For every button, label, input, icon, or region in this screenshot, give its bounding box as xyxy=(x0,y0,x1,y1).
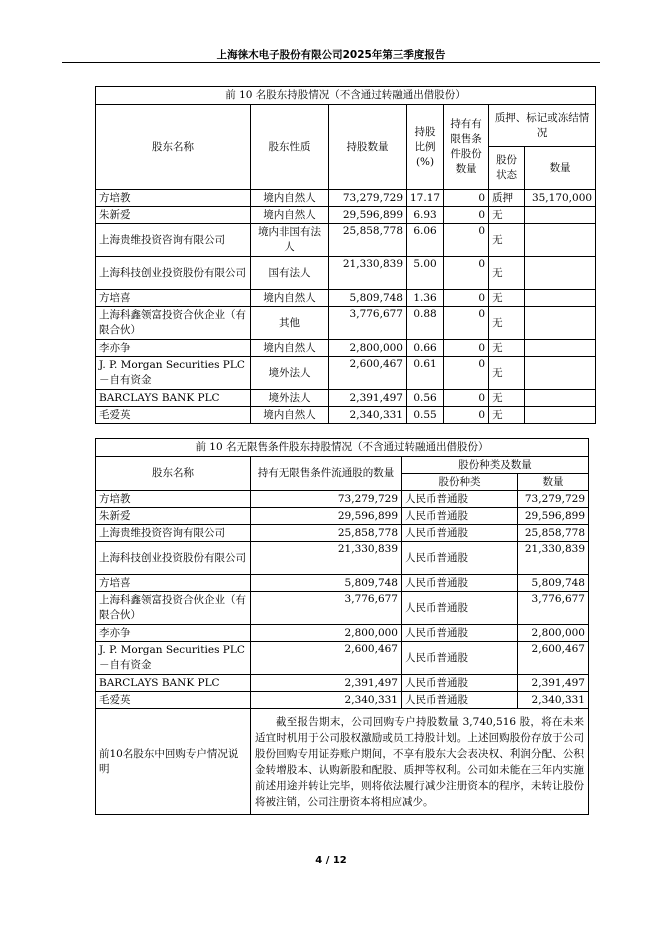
table-title: 前 10 名无限售条件股东持股情况（不含通过转融通出借股份） xyxy=(96,439,589,457)
table-row xyxy=(96,592,589,625)
shareholding-qty: 25,858,778 xyxy=(329,224,407,257)
shareholding-ratio: 1.36 xyxy=(407,290,444,307)
shareholder-nature: 境内自然人 xyxy=(251,190,329,207)
restricted-qty: 0 xyxy=(444,224,489,257)
header-kind-type: 股份种类 xyxy=(402,474,518,491)
table-title: 前 10 名股东持股情况（不含通过转融通出借股份） xyxy=(96,87,596,105)
shareholding-ratio: 6.06 xyxy=(407,224,444,257)
restricted-qty: 0 xyxy=(444,290,489,307)
table-row xyxy=(96,190,596,207)
top10-shareholders-table xyxy=(95,86,596,424)
restricted-qty: 0 xyxy=(444,190,489,207)
header-pledge-qty: 数量 xyxy=(525,147,596,190)
shareholding-ratio: 17.17 xyxy=(407,190,444,207)
header-row xyxy=(96,457,589,474)
table-row xyxy=(96,257,596,290)
shareholder-name: 方培喜 xyxy=(96,575,251,592)
shareholding-qty: 73,279,729 xyxy=(329,190,407,207)
pledge-status: 无 xyxy=(489,390,525,407)
pledge-qty xyxy=(525,207,596,224)
shareholder-name: 毛爱英 xyxy=(96,407,251,424)
share-type: 人民币普通股 xyxy=(402,675,518,692)
shareholding-qty: 3,776,677 xyxy=(329,307,407,340)
restricted-qty: 0 xyxy=(444,307,489,340)
top10-unrestricted-table xyxy=(95,438,589,815)
pledge-status: 无 xyxy=(489,224,525,257)
shareholder-name: 上海贵维投资咨询有限公司 xyxy=(96,525,251,542)
table-row xyxy=(96,542,589,575)
pledge-status: 质押 xyxy=(489,190,525,207)
share-type: 人民币普通股 xyxy=(402,525,518,542)
table-title-row xyxy=(96,87,596,105)
header-kind-qty: 数量 xyxy=(518,474,589,491)
pledge-qty: 35,170,000 xyxy=(525,190,596,207)
unrestricted-qty: 5,809,748 xyxy=(251,575,402,592)
table-row xyxy=(96,675,589,692)
shareholding-qty: 2,600,467 xyxy=(329,357,407,390)
pledge-qty xyxy=(525,307,596,340)
buyback-note-label: 前10名股东中回购专户情况说明 xyxy=(96,709,251,815)
shareholding-qty: 2,340,331 xyxy=(329,407,407,424)
shareholder-nature: 国有法人 xyxy=(251,257,329,290)
pledge-qty xyxy=(525,224,596,257)
table-row xyxy=(96,290,596,307)
shareholder-name: 上海科鑫领富投资合伙企业（有限合伙） xyxy=(96,592,251,625)
shareholder-name: 上海贵维投资咨询有限公司 xyxy=(96,224,251,257)
share-type: 人民币普通股 xyxy=(402,642,518,675)
table-row xyxy=(96,357,596,390)
shareholder-name: 上海科技创业投资股份有限公司 xyxy=(96,257,251,290)
pledge-status: 无 xyxy=(489,407,525,424)
pledge-qty xyxy=(525,407,596,424)
shareholding-qty: 2,800,000 xyxy=(329,340,407,357)
table-title-row xyxy=(96,439,589,457)
header-name: 股东名称 xyxy=(96,457,251,491)
pledge-qty xyxy=(525,390,596,407)
shareholding-ratio: 0.55 xyxy=(407,407,444,424)
share-type-qty: 2,800,000 xyxy=(518,625,589,642)
restricted-qty: 0 xyxy=(444,340,489,357)
table-row xyxy=(96,642,589,675)
shareholder-nature: 境内自然人 xyxy=(251,290,329,307)
share-type: 人民币普通股 xyxy=(402,625,518,642)
page-number: 4 / 12 xyxy=(315,855,347,866)
shareholding-ratio: 0.61 xyxy=(407,357,444,390)
shareholder-name: 朱新爱 xyxy=(96,207,251,224)
table-row xyxy=(96,340,596,357)
shareholder-name: 李亦争 xyxy=(96,625,251,642)
shareholder-name: 方培喜 xyxy=(96,290,251,307)
header-pledge-status: 股份状态 xyxy=(489,147,525,190)
header-row xyxy=(96,105,596,147)
unrestricted-qty: 3,776,677 xyxy=(251,592,402,625)
restricted-qty: 0 xyxy=(444,390,489,407)
table-row xyxy=(96,224,596,257)
header-kind: 股份种类及数量 xyxy=(402,457,589,474)
shareholder-name: J. P. Morgan Securities PLC－自有资金 xyxy=(96,642,251,675)
shareholder-name: 方培教 xyxy=(96,190,251,207)
restricted-qty: 0 xyxy=(444,407,489,424)
unrestricted-qty: 2,800,000 xyxy=(251,625,402,642)
shareholding-ratio: 0.88 xyxy=(407,307,444,340)
shareholding-qty: 21,330,839 xyxy=(329,257,407,290)
pledge-status: 无 xyxy=(489,357,525,390)
note-row xyxy=(96,709,589,815)
restricted-qty: 0 xyxy=(444,207,489,224)
share-type: 人民币普通股 xyxy=(402,491,518,508)
shareholder-nature: 境内自然人 xyxy=(251,340,329,357)
header-name: 股东名称 xyxy=(96,105,251,190)
header-rule xyxy=(62,62,600,63)
restricted-qty: 0 xyxy=(444,357,489,390)
shareholder-nature: 境内自然人 xyxy=(251,207,329,224)
share-type-qty: 21,330,839 xyxy=(518,542,589,575)
share-type-qty: 3,776,677 xyxy=(518,592,589,625)
table-row xyxy=(96,508,589,525)
shareholder-name: 毛爱英 xyxy=(96,692,251,709)
unrestricted-qty: 2,600,467 xyxy=(251,642,402,675)
header-qty: 持股数量 xyxy=(329,105,407,190)
pledge-status: 无 xyxy=(489,340,525,357)
table-row xyxy=(96,390,596,407)
shareholder-name: J. P. Morgan Securities PLC－自有资金 xyxy=(96,357,251,390)
shareholder-nature: 境外法人 xyxy=(251,390,329,407)
header-qty: 持有无限售条件流通股的数量 xyxy=(251,457,402,491)
shareholder-name: 上海科鑫领富投资合伙企业（有限合伙） xyxy=(96,307,251,340)
table-row xyxy=(96,491,589,508)
shareholder-name: 上海科技创业投资股份有限公司 xyxy=(96,542,251,575)
shareholding-ratio: 0.56 xyxy=(407,390,444,407)
share-type: 人民币普通股 xyxy=(402,508,518,525)
table-row xyxy=(96,692,589,709)
header-restricted: 持有有限售条件股份数量 xyxy=(444,105,489,190)
header-pledge: 质押、标记或冻结情况 xyxy=(489,105,596,147)
unrestricted-qty: 73,279,729 xyxy=(251,491,402,508)
shareholding-qty: 5,809,748 xyxy=(329,290,407,307)
pledge-qty xyxy=(525,290,596,307)
shareholder-name: 李亦争 xyxy=(96,340,251,357)
pledge-qty xyxy=(525,357,596,390)
shareholder-name: BARCLAYS BANK PLC xyxy=(96,675,251,692)
table-row xyxy=(96,625,589,642)
header-nature: 股东性质 xyxy=(251,105,329,190)
pledge-qty xyxy=(525,257,596,290)
share-type: 人民币普通股 xyxy=(402,692,518,709)
share-type: 人民币普通股 xyxy=(402,592,518,625)
share-type: 人民币普通股 xyxy=(402,575,518,592)
share-type-qty: 2,340,331 xyxy=(518,692,589,709)
pledge-status: 无 xyxy=(489,257,525,290)
unrestricted-qty: 2,340,331 xyxy=(251,692,402,709)
pledge-status: 无 xyxy=(489,290,525,307)
share-type-qty: 5,809,748 xyxy=(518,575,589,592)
shareholding-ratio: 0.66 xyxy=(407,340,444,357)
table-row xyxy=(96,307,596,340)
share-type-qty: 2,391,497 xyxy=(518,675,589,692)
shareholder-name: 朱新爱 xyxy=(96,508,251,525)
header-ratio: 持股比例(%) xyxy=(407,105,444,190)
shareholding-qty: 29,596,899 xyxy=(329,207,407,224)
shareholder-nature: 境内自然人 xyxy=(251,407,329,424)
share-type-qty: 2,600,467 xyxy=(518,642,589,675)
shareholder-nature: 其他 xyxy=(251,307,329,340)
shareholding-ratio: 6.93 xyxy=(407,207,444,224)
shareholder-name: BARCLAYS BANK PLC xyxy=(96,390,251,407)
share-type-qty: 29,596,899 xyxy=(518,508,589,525)
pledge-status: 无 xyxy=(489,207,525,224)
buyback-note-text: 截至报告期末，公司回购专户持股数量 3,740,516 股，将在未来适宜时机用于公司股权激励或员工持股计划。上述回购股份存放于公司股份回购专用证券账户期间，不享有股东大会表决权、利润分配、公积金转增股本、认购新股和配股、质押等权利。公司如未能在三年内实施前述用途并转让完毕，则将依法履行减少注册资本的程序，未转让股份将被注销，公司注册资本将相应减少。 xyxy=(251,709,589,815)
pledge-qty xyxy=(525,340,596,357)
report-header: 上海徕木电子股份有限公司2025年第三季度报告 xyxy=(216,49,446,61)
unrestricted-qty: 2,391,497 xyxy=(251,675,402,692)
shareholding-ratio: 5.00 xyxy=(407,257,444,290)
share-type-qty: 73,279,729 xyxy=(518,491,589,508)
share-type: 人民币普通股 xyxy=(402,542,518,575)
shareholding-qty: 2,391,497 xyxy=(329,390,407,407)
pledge-status: 无 xyxy=(489,307,525,340)
unrestricted-qty: 21,330,839 xyxy=(251,542,402,575)
table-row xyxy=(96,407,596,424)
share-type-qty: 25,858,778 xyxy=(518,525,589,542)
table-row xyxy=(96,575,589,592)
restricted-qty: 0 xyxy=(444,257,489,290)
shareholder-name: 方培教 xyxy=(96,491,251,508)
unrestricted-qty: 25,858,778 xyxy=(251,525,402,542)
shareholder-nature: 境外法人 xyxy=(251,357,329,390)
shareholder-nature: 境内非国有法人 xyxy=(251,224,329,257)
unrestricted-qty: 29,596,899 xyxy=(251,508,402,525)
table-row xyxy=(96,525,589,542)
table-row xyxy=(96,207,596,224)
